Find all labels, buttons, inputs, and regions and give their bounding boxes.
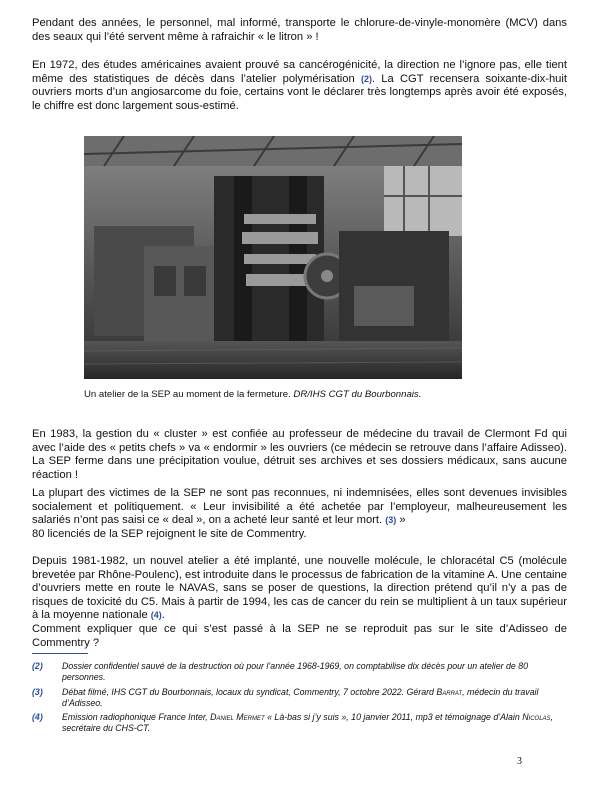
caption-text: Un atelier de la SEP au moment de la fermeture. — [84, 389, 294, 400]
footnote-4-text-b: « Là-bas si j’y suis », 10 janvier 2011, mp3 et témoignage d’Alain — [264, 712, 523, 722]
paragraph-2 — [32, 59, 567, 113]
footnote-3-text-a: Débat filmé, IHS CGT du Bourbonnais, locaux du syndicat, Commentry, 7 octobre 2022. Gérard — [62, 687, 437, 697]
footnote-3-author: Barrat — [436, 687, 463, 697]
paragraph-5-text-a: Depuis 1981-1982, un nouvel atelier a été implanté, une nouvelle molécule, le chloracétal C5 (molécule brevetée par Rhône-Poulenc), est introduite dans le processus de fabrication de la vitamine A. Une centaine d’ouvriers mette en route le NAVAS, sans se poser de questions, la direction prétend qu’il n’y a pas de risques de toxicité du C5. Mais à partir de 1994, les cas de cancer du rein se multiplient à un taux supérieur à la moyenne nationale — [32, 555, 567, 622]
figure-caption — [84, 389, 514, 401]
footnote-divider — [32, 653, 88, 654]
footnote-3-text-b: , médecin du travail d’Adisseo. — [62, 687, 539, 708]
paragraph-1: Pendant des années, le personnel, mal informé, transporte le chlorure-de-vinyle-monomère (MCV) dans des seaux qui l’été servent même à rafraichir « le litron » ! — [32, 17, 567, 43]
paragraph-4-text-b: » — [396, 514, 406, 527]
paragraph-3: En 1983, la gestion du « cluster » est confiée au professeur de médecine du travail de Clermont Fd qui avec l’aide des « petits chefs » va « endormir » les ouvriers (ce médecin se retrouve dans l’affaire Adisseo). La SEP ferme dans une précipitation voulue, détruit ses archives et ses dossiers médicaux, sans aucune réaction ! — [32, 428, 567, 481]
footnote-2-number: (2) — [32, 661, 43, 671]
footnote-ref-2[interactable]: (2) — [360, 73, 372, 84]
footnote-4-witness: Nicolas — [522, 712, 551, 722]
footnote-3 — [32, 687, 572, 709]
paragraph-2-text-b: . La CGT recensera soixante-dix-huit ouvriers morts d’un angiosarcome du foie, certains vont le déclarer très longtemps après avoir été exposés, le chiffre est donc largement sous-estimé. — [32, 72, 567, 112]
footnote-2-text: Dossier confidentiel sauvé de la destruction où pour l’année 1968-1969, on comptabilise dix décès pour un atelier de 80 personnes. — [62, 661, 529, 682]
footnote-2 — [32, 661, 572, 683]
footnote-4-number: (4) — [32, 712, 43, 722]
paragraph-5-text-b: . — [161, 609, 165, 622]
footnote-4-text-a: Emission radiophonique France Inter, — [62, 712, 211, 722]
footnote-4-body — [62, 712, 572, 734]
factory-workshop-photo — [84, 136, 462, 379]
footnote-4 — [32, 712, 572, 734]
page-number: 3 — [517, 756, 522, 767]
footnote-3-number: (3) — [32, 687, 43, 697]
footnote-4-author: Daniel Mermet — [210, 712, 265, 722]
footnote-ref-4[interactable]: (4) — [150, 610, 162, 621]
footnote-ref-3[interactable]: (3) — [385, 515, 397, 526]
paragraph-2-text-a: En 1972, des études américaines avaient prouvé sa cancérogénicité, la direction ne l’ignore pas, elle tient même des statistiques de décès dans l’atelier polymérisation — [32, 59, 567, 85]
factory-machinery-image — [84, 136, 462, 379]
footnote-3-body — [62, 687, 572, 709]
paragraph-4 — [32, 487, 567, 541]
paragraph-5 — [32, 555, 567, 650]
paragraph-4-text-a: La plupart des victimes de la SEP ne sont pas reconnues, ni indemnisées, elles sont devenues invisibles socialement et politiquement. « Leur invisibilité a été achetée par l’employeur, malheureusement les salariés n’ont pas saisi ce « deal », on a acheté leur santé et leur mort. — [32, 487, 567, 527]
caption-credit: DR/IHS CGT du Bourbonnais. — [293, 389, 422, 400]
footnote-4-text-c: , secrétaire du CHS-CT. — [62, 712, 554, 733]
paragraph-6: Comment expliquer que ce qui s’est passé à la SEP ne se reproduit pas sur le site d’Adisseo de Commentry ? — [32, 622, 567, 649]
paragraph-4-text-c: 80 licenciés de la SEP rejoignent le site de Commentry. — [32, 527, 307, 540]
